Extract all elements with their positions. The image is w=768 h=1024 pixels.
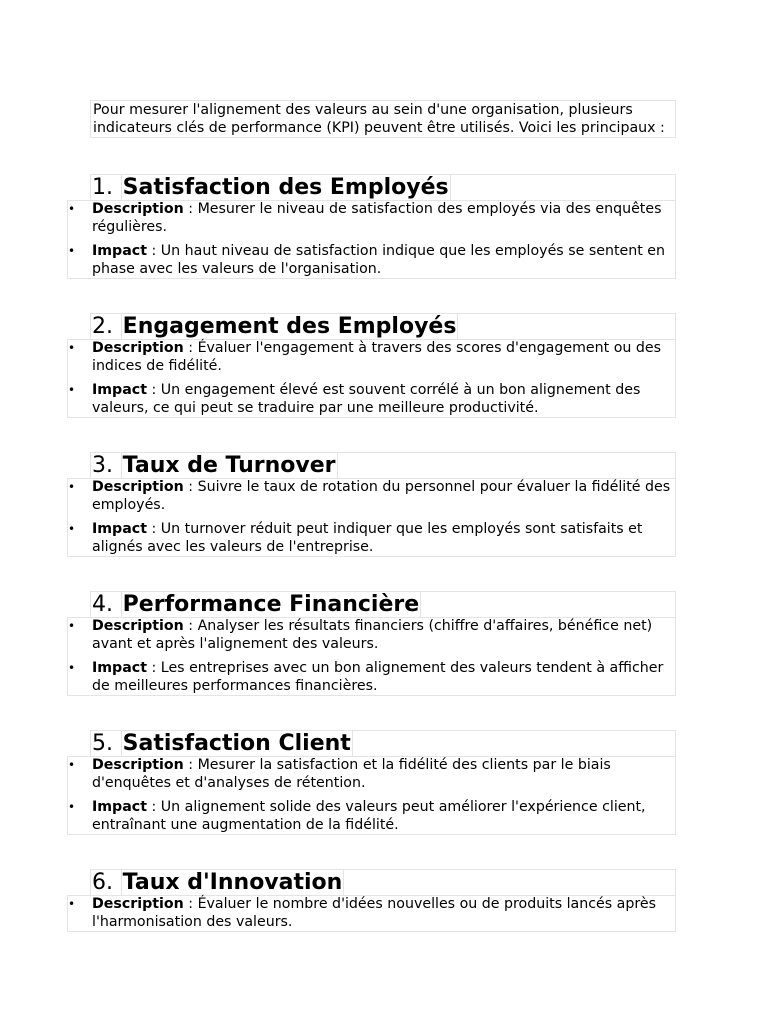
item-label: Impact [92,243,147,259]
list-item [68,243,675,278]
section-title: Taux d'Innovation [122,870,343,896]
intro-paragraph: Pour mesurer l'alignement des valeurs au sein d'une organisation, plusieurs indicateurs clés de performance (KPI) peuvent être utilisés. Voici les principaux : [90,100,676,138]
item-text: : Analyser les résultats financiers (chiffre d'affaires, bénéfice net) avant et après l'alignement des valeurs. [92,618,653,652]
bullet: • [68,758,76,772]
section-list-2 [67,339,676,418]
section-number: 3. [92,453,113,479]
list-item [68,201,675,236]
list-item [68,660,675,695]
item-label: Impact [92,660,147,676]
section-list-6 [67,895,676,932]
item-text: : Évaluer l'engagement à travers des scores d'engagement ou des indices de fidélité. [92,340,662,374]
item-label: Description [92,201,184,217]
list-item [68,799,675,834]
item-label: Description [92,896,184,912]
item-text: : Un alignement solide des valeurs peut améliorer l'expérience client, entraînant une augmentation de la fidélité. [92,799,646,833]
bullet: • [68,244,76,258]
section-number: 6. [92,870,113,896]
bullet: • [68,341,76,355]
section-heading-1 [90,174,676,201]
section-title: Performance Financière [122,592,420,618]
list-item [68,340,675,375]
bullet: • [68,619,76,633]
section-list-5 [67,756,676,835]
bullet: • [68,383,76,397]
item-text: : Mesurer la satisfaction et la fidélité des clients par le biais d'enquêtes et d'analyses de rétention. [92,757,611,791]
section-heading-2 [90,313,676,340]
bullet: • [68,800,76,814]
bullet: • [68,480,76,494]
section-number: 1. [92,175,113,201]
item-label: Description [92,340,184,356]
item-label: Impact [92,521,147,537]
item-label: Description [92,757,184,773]
list-item [68,618,675,653]
section-heading-6 [90,869,676,896]
section-list-4 [67,617,676,696]
section-number: 2. [92,314,113,340]
list-item [68,521,675,556]
list-item [68,382,675,417]
bullet: • [68,661,76,675]
list-item [68,757,675,792]
section-heading-4 [90,591,676,618]
section-list-1 [67,200,676,279]
section-title: Taux de Turnover [122,453,336,479]
item-label: Description [92,479,184,495]
section-heading-3 [90,452,676,479]
item-text: : Suivre le taux de rotation du personnel pour évaluer la fidélité des employés. [92,479,671,513]
section-title: Satisfaction Client [122,731,351,757]
item-label: Description [92,618,184,634]
item-label: Impact [92,382,147,398]
section-title: Satisfaction des Employés [122,175,449,201]
item-text: : Un engagement élevé est souvent corrélé à un bon alignement des valeurs, ce qui peut se traduire par une meilleure productivité. [92,382,641,416]
section-list-3 [67,478,676,557]
section-title: Engagement des Employés [122,314,457,340]
list-item [68,479,675,514]
section-number: 4. [92,592,113,618]
section-number: 5. [92,731,113,757]
item-text: : Évaluer le nombre d'idées nouvelles ou de produits lancés après l'harmonisation des valeurs. [92,896,657,930]
list-item [68,896,675,931]
bullet: • [68,522,76,536]
item-label: Impact [92,799,147,815]
item-text: : Les entreprises avec un bon alignement des valeurs tendent à afficher de meilleures performances financières. [92,660,664,694]
item-text: : Un turnover réduit peut indiquer que les employés sont satisfaits et alignés avec les valeurs de l'entreprise. [92,521,643,555]
item-text: : Mesurer le niveau de satisfaction des employés via des enquêtes régulières. [92,201,662,235]
bullet: • [68,897,76,911]
item-text: : Un haut niveau de satisfaction indique que les employés se sentent en phase avec les valeurs de l'organisation. [92,243,666,277]
section-heading-5 [90,730,676,757]
bullet: • [68,202,76,216]
